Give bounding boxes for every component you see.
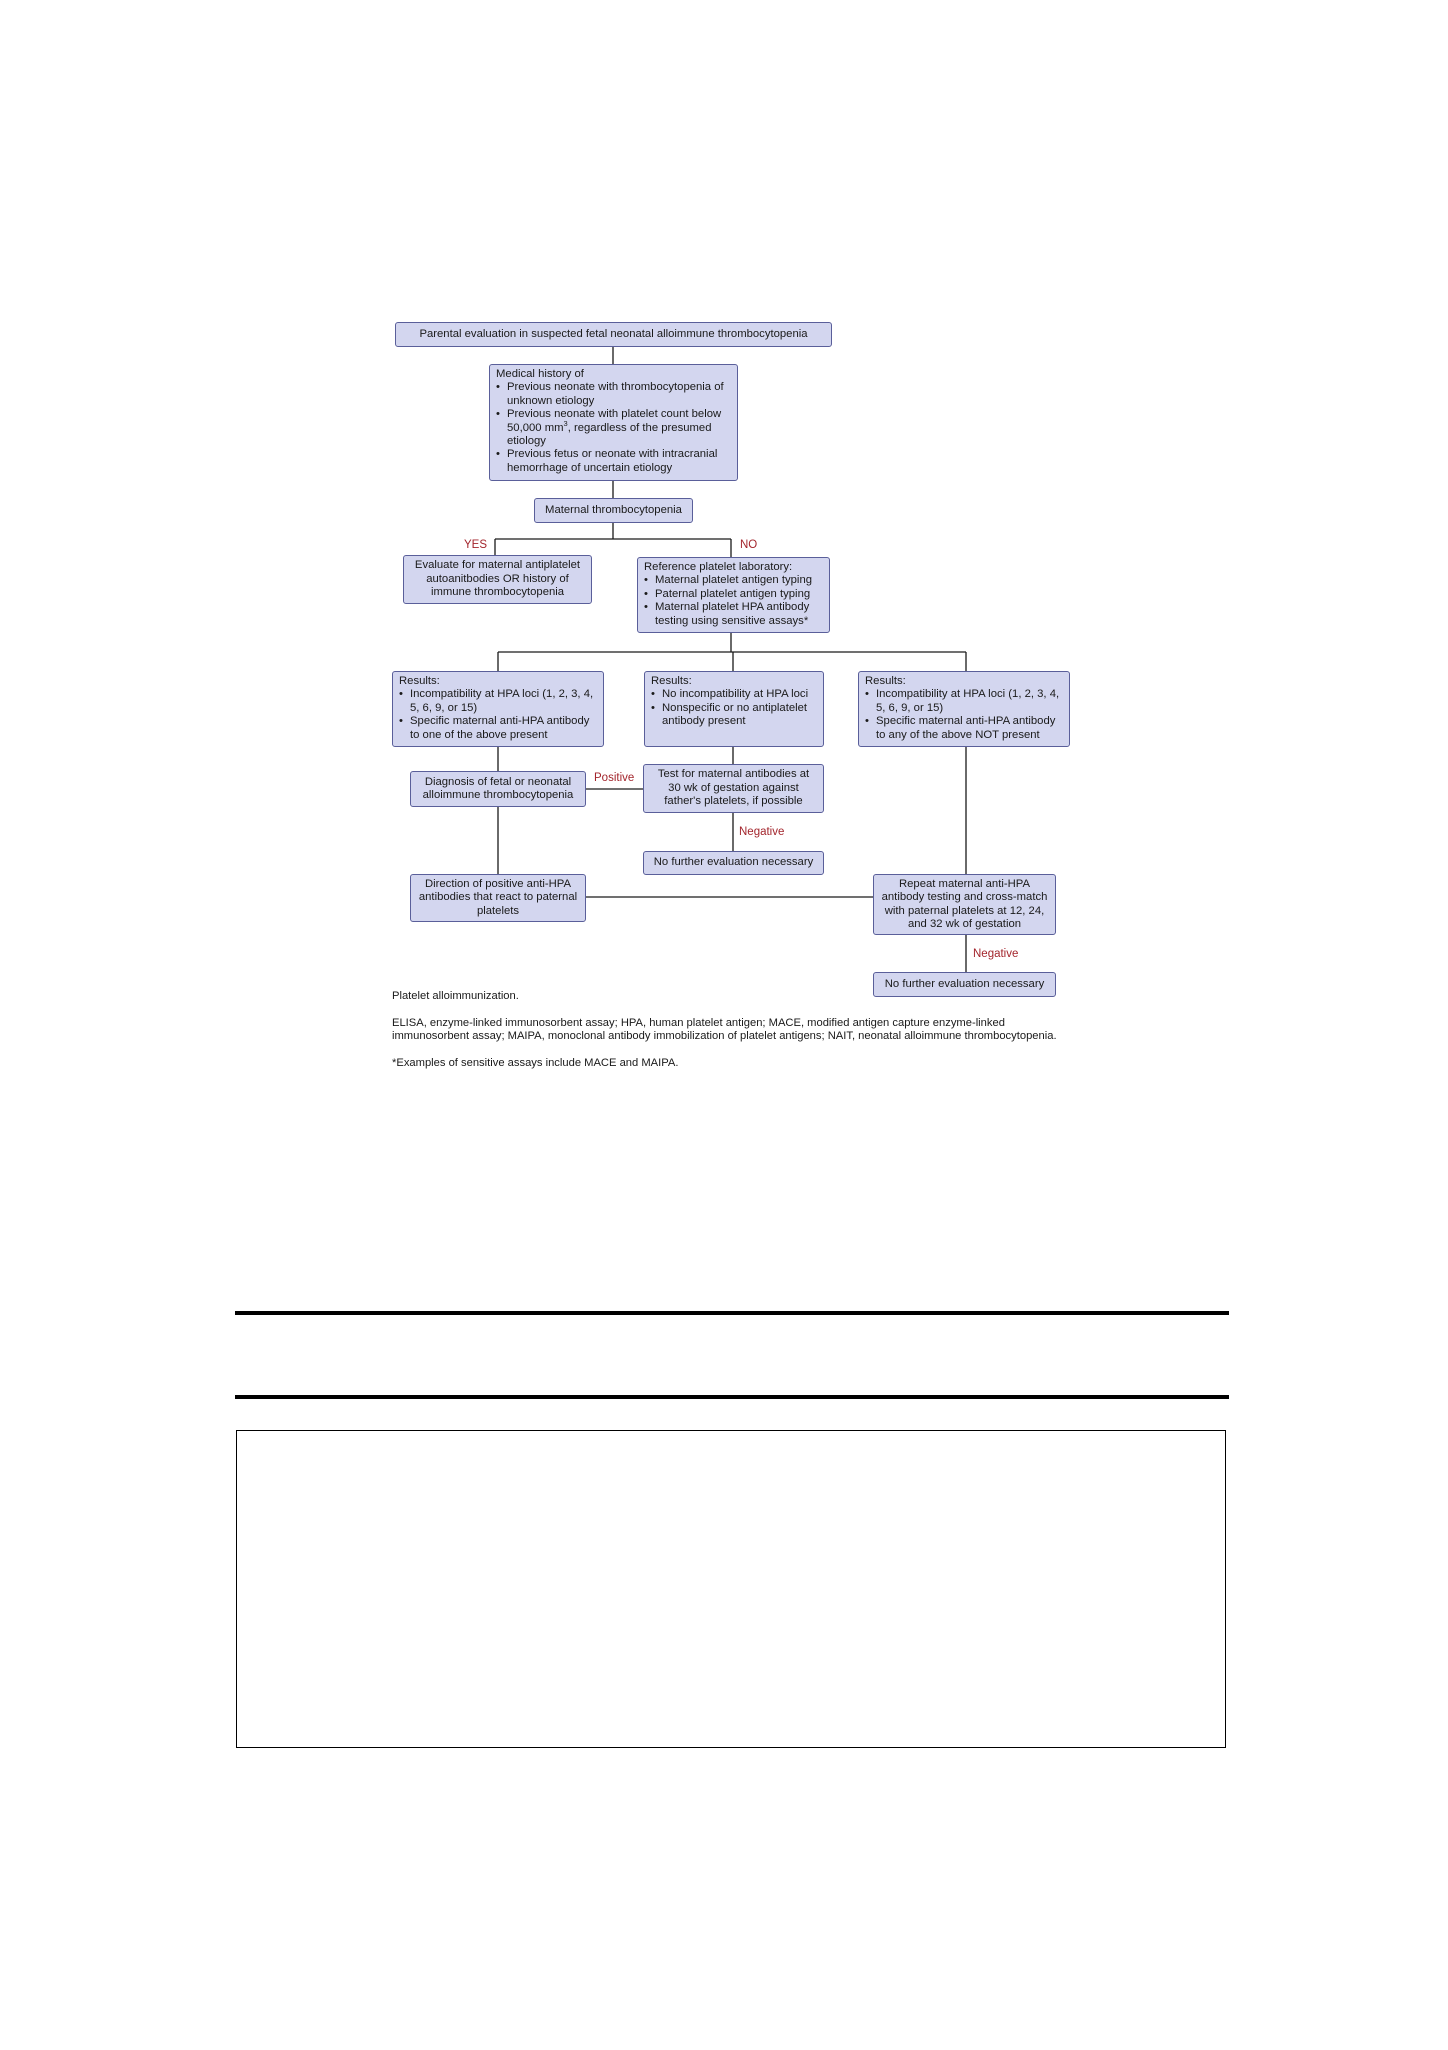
empty-frame	[236, 1430, 1226, 1748]
no-further-evaluation-box: No further evaluation necessary	[873, 972, 1056, 997]
positive-label: Positive	[594, 772, 635, 784]
list-item: • Incompatibility at HPA loci (1, 2, 3, 4, 5, 6, 9, or 15)	[399, 688, 597, 715]
list-item: • Maternal platelet antigen typing	[644, 574, 823, 587]
list-item-text: , regardless of the presumed etiology	[507, 421, 712, 448]
reference-lab-box	[637, 557, 830, 633]
results-heading: Results:	[865, 675, 906, 687]
superscript: 3	[563, 418, 568, 428]
figure-caption	[392, 990, 1072, 1070]
list-item	[496, 408, 731, 448]
negative-label: Negative	[973, 948, 1019, 960]
results-middle-box	[644, 671, 824, 747]
no-further-evaluation-box: No further evaluation necessary	[643, 851, 824, 875]
results-heading: Results:	[651, 675, 692, 687]
test-maternal-antibodies-box: Test for maternal antibodies at 30 wk of gestation against father's platelets, if possible	[643, 764, 824, 813]
repeat-testing-box: Repeat maternal anti-HPA antibody testing and cross-match with paternal platelets at 12, 24, and 32 wk of gestation	[873, 874, 1056, 935]
medical-history-heading: Medical history of	[496, 368, 584, 380]
results-right-box	[858, 671, 1070, 747]
list-item: • Previous neonate with thrombocytopenia of unknown etiology	[496, 381, 731, 408]
direction-antibodies-box: Direction of positive anti-HPA antibodies that react to paternal platelets	[410, 874, 586, 922]
reference-lab-heading: Reference platelet laboratory:	[644, 561, 793, 573]
caption-title: Platelet alloimmunization.	[392, 990, 519, 1002]
negative-label: Negative	[739, 826, 785, 838]
diagnosis-box: Diagnosis of fetal or neonatal alloimmune thrombocytopenia	[410, 771, 586, 807]
caption-footnote: *Examples of sensitive assays include MACE and MAIPA.	[392, 1056, 679, 1069]
title-box: Parental evaluation in suspected fetal neonatal alloimmune thrombocytopenia	[395, 322, 832, 347]
list-item: • Paternal platelet antigen typing	[644, 588, 823, 601]
evaluate-autoantibodies-box: Evaluate for maternal antiplatelet autoanitbodies OR history of immune thrombocytopenia	[403, 555, 592, 604]
horizontal-rule	[235, 1395, 1229, 1399]
results-left-box	[392, 671, 604, 747]
list-item: • No incompatibility at HPA loci	[651, 688, 817, 701]
caption-abbreviations: ELISA, enzyme-linked immunosorbent assay; HPA, human platelet antigen; MACE, modified antigen capture enzyme-linked immunosorbent assay; MAIPA, monoclonal antibody immobilization of platelet antigens; NAIT, neonatal alloimmune thrombocytopenia.	[392, 1016, 1057, 1043]
results-heading: Results:	[399, 675, 440, 687]
list-item: • Nonspecific or no antiplatelet antibody present	[651, 702, 817, 729]
list-item: • Specific maternal anti-HPA antibody to any of the above NOT present	[865, 715, 1063, 742]
maternal-thrombocytopenia-box: Maternal thrombocytopenia	[534, 498, 693, 523]
list-item: • Incompatibility at HPA loci (1, 2, 3, 4, 5, 6, 9, or 15)	[865, 688, 1063, 715]
medical-history-box	[489, 364, 738, 481]
yes-label: YES	[464, 539, 488, 551]
horizontal-rule	[235, 1311, 1229, 1315]
list-item: • Maternal platelet HPA antibody testing using sensitive assays*	[644, 601, 823, 628]
list-item: • Specific maternal anti-HPA antibody to one of the above present	[399, 715, 597, 742]
list-item-text: Previous neonate with platelet count below 50,000 mm	[507, 408, 722, 434]
no-label: NO	[740, 539, 758, 551]
list-item: • Previous fetus or neonate with intracranial hemorrhage of uncertain etiology	[496, 448, 731, 475]
